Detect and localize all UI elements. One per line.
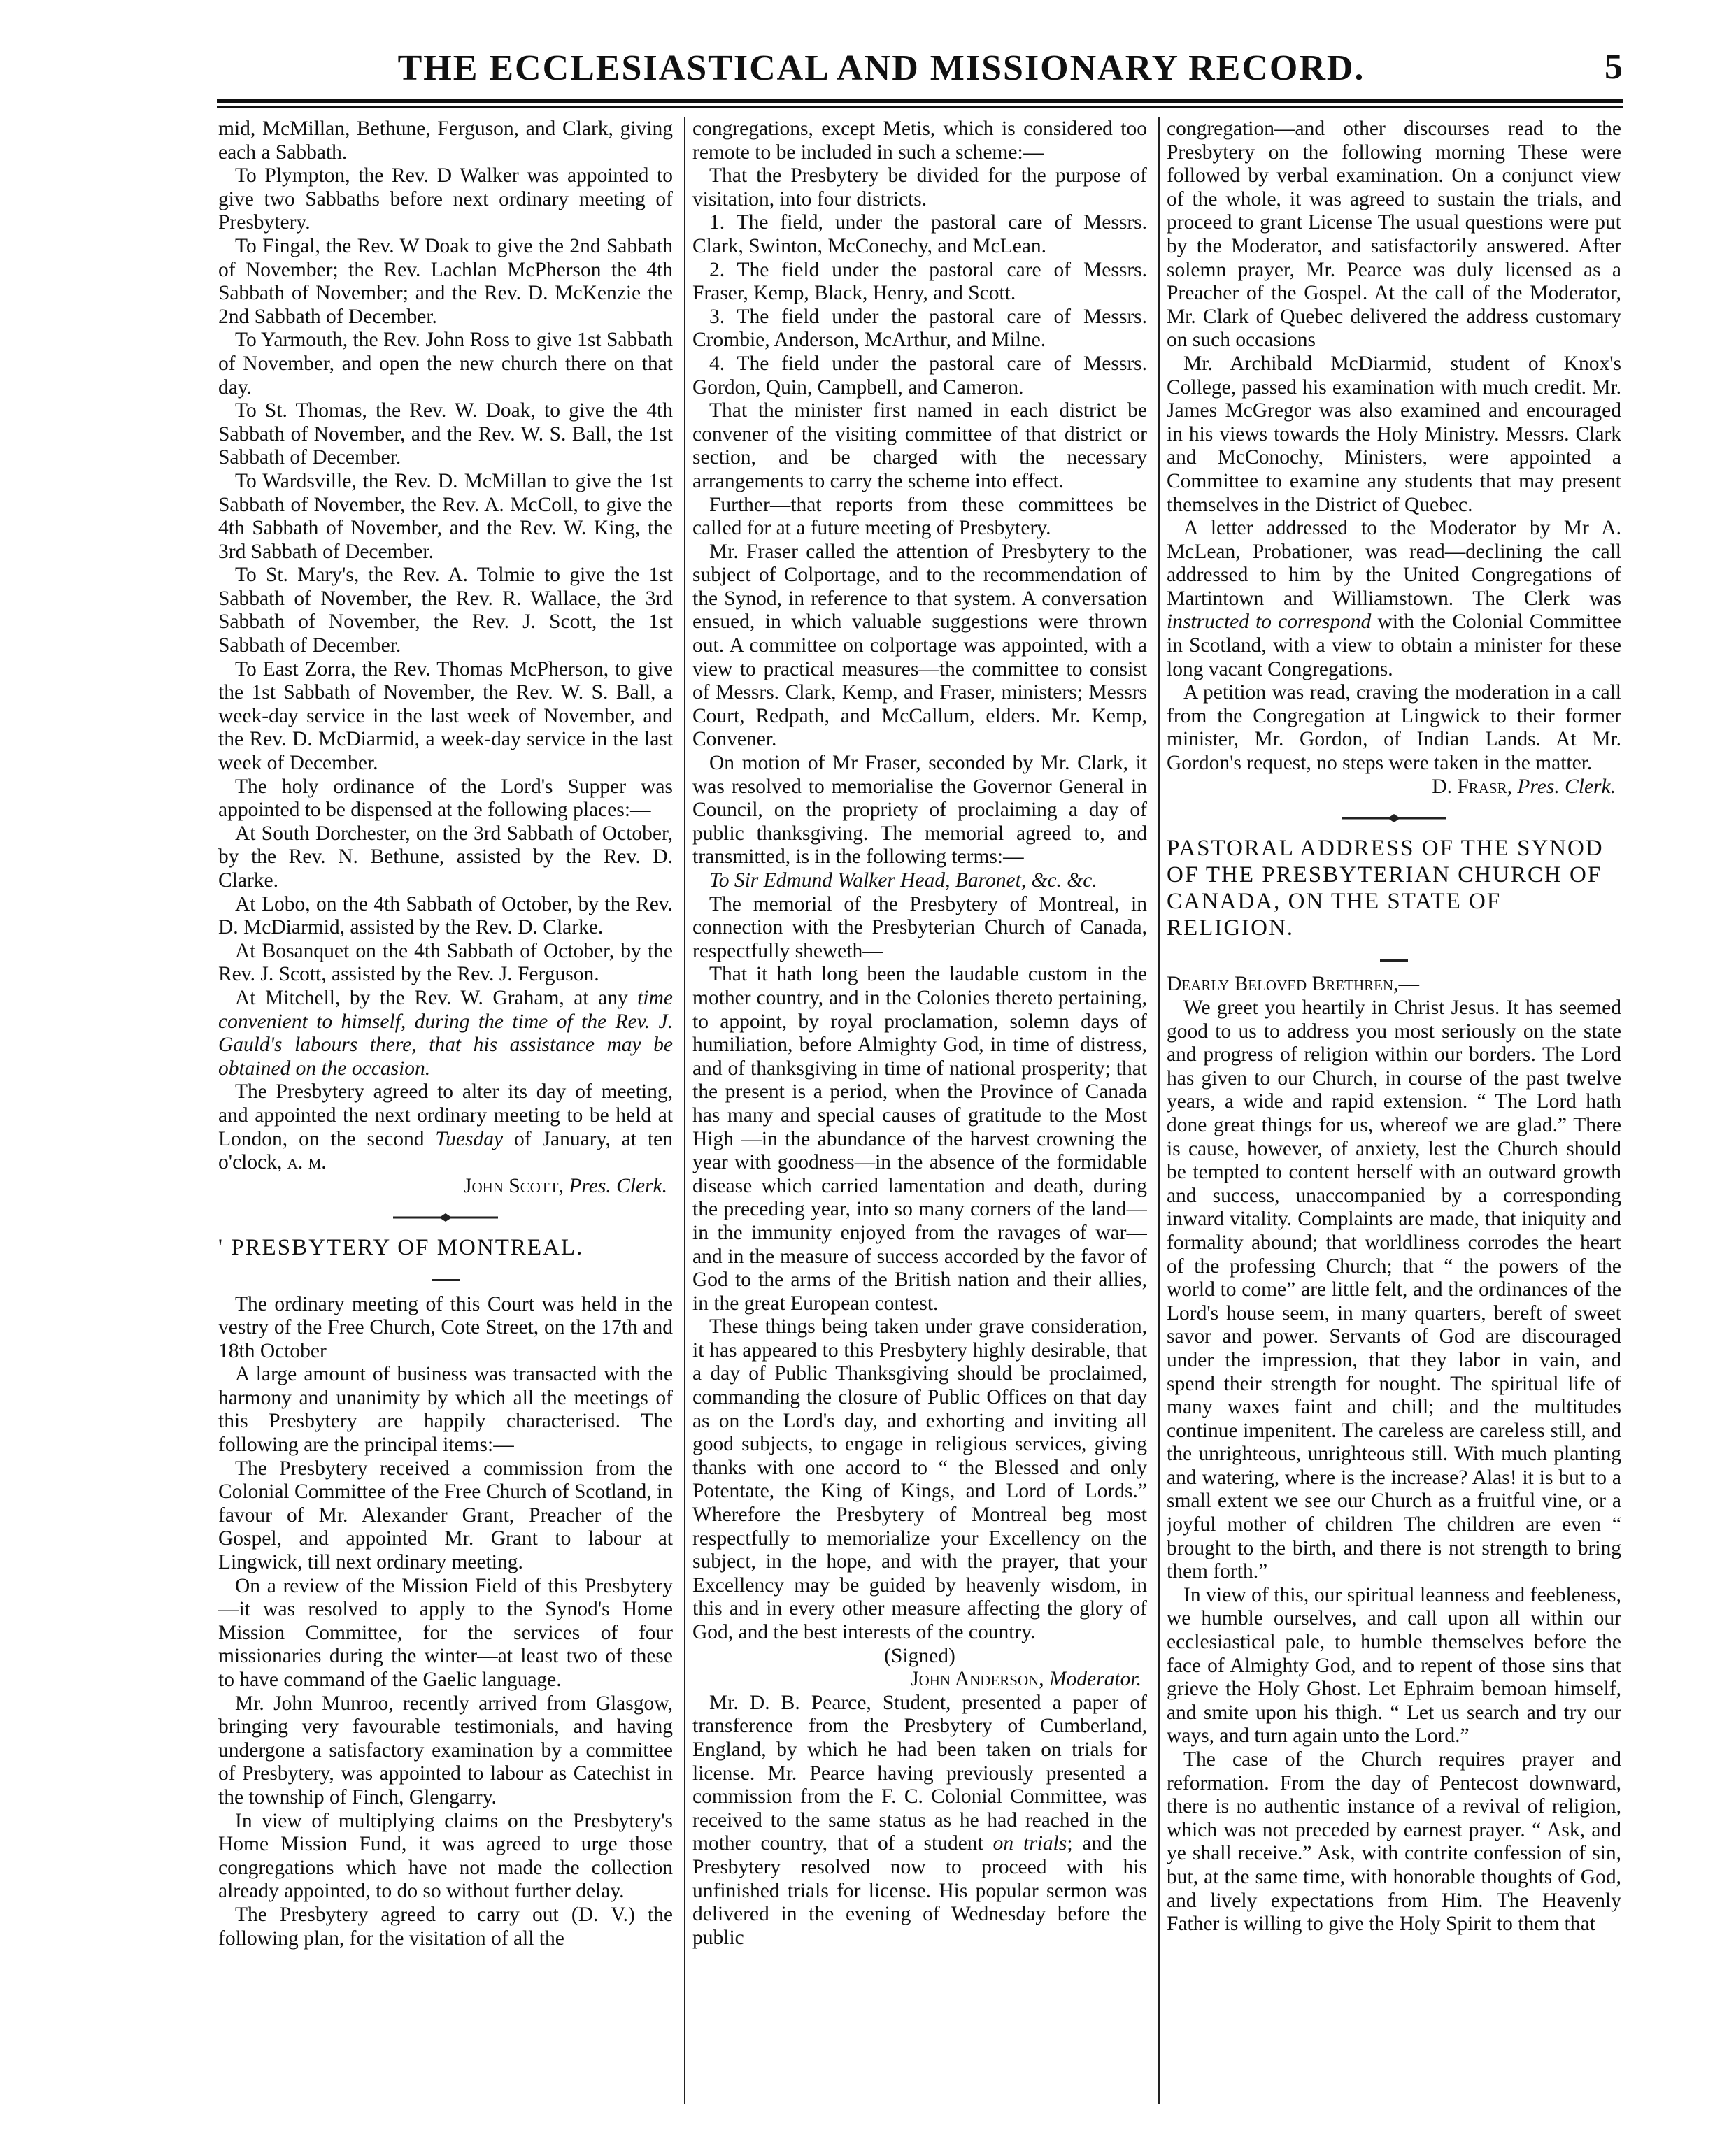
signature-title: Moderator. [1049,1668,1141,1691]
paragraph: That the minister first named in each district be convener of the visiting committee of that district or section, and be charged with the necessary arrangements to carry the scheme into effect. [692,399,1147,492]
section-ornament [218,1205,673,1229]
text-run: Mr. D. B. Pearce, Student, presented a paper of transference from the Presbytery of Cumberland, England, by which he had been taken on trials for license. Mr. Pearce having previously presented a commission from the F. C. Colonial Committee, was received to the same status as he had reached in the mother country, that of a student [692,1691,1147,1855]
header-rule-thick [217,99,1623,103]
ornament-rule-icon [393,1213,498,1222]
small-caps-run: a. m. [287,1151,327,1174]
heading-dash [1167,944,1621,968]
paragraph: 3. The field under the pastoral care of Messrs. Crombie, Anderson, McArthur, and Milne. [692,305,1147,352]
paragraph: congregations, except Metis, which is considered too remote to be included in such a scheme:— [692,117,1147,164]
signature [1167,776,1621,799]
paragraph: 4. The field under the pastoral care of Messrs. Gordon, Quin, Campbell, and Cameron. [692,352,1147,399]
paragraph: The Presbytery agreed to carry out (D. V.) the following plan, for the visitation of all the [218,1903,673,1950]
paragraph: Mr. Archibald McDiarmid, student of Knox's College, passed his examination with much credit. Mr. James McGregor was also examined and encouraged in his views towards the Holy Ministry. Messrs. Clark and McConochy, Ministers, were appointed a Committee to examine any students that may present themselves in the District of Quebec. [1167,352,1621,516]
paragraph [218,1080,673,1174]
italic-run: Tuesday [435,1127,504,1150]
section-heading: PASTORAL ADDRESS OF THE SYNOD OF THE PRESBYTERIAN CHURCH OF CANADA, ON THE STATE OF RELIGION. [1167,835,1604,941]
paragraph: mid, McMillan, Bethune, Ferguson, and Clark, giving each a Sabbath. [218,117,673,164]
paragraph: The Presbytery received a commission from the Colonial Committee of the Free Church of Scotland, in favour of Mr. Alexander Grant, Preacher of the Gospel, and appointed Mr. Grant to labour at Lingwick, till next ordinary meeting. [218,1457,673,1574]
signature-name: D. Frasr, [1432,775,1518,798]
paragraph: To St. Mary's, the Rev. A. Tolmie to give the 1st Sabbath of November, the Rev. R. Wallace, the 3rd Sabbath of November, the Rev. J. Scott, the 1st Sabbath of December. [218,564,673,657]
paragraph: The ordinary meeting of this Court was held in the vestry of the Free Church, Cote Street, on the 17th and 18th October [218,1292,673,1362]
column-3 [1167,117,1621,2118]
paragraph: The memorial of the Presbytery of Montreal, in connection with the Presbyterian Church of Canada, respectfully sheweth— [692,892,1147,962]
paragraph: The holy ordinance of the Lord's Supper was appointed to be dispensed at the following places:— [218,775,673,822]
italic-run: time convenient to himself, during the time of the Rev. J. Gauld's labours there, that his assistance may be obtained on the occasion. [218,986,673,1080]
paragraph: These things being taken under grave consideration, it has appeared to this Presbytery highly desirable, that a day of Public Thanksgiving should be proclaimed, commanding the closure of Public Offices on that day as on the Lord's day, and exhorting and inviting all good subjects, to engage in religious services, giving thanks with one accord to “ the Blessed and only Potentate, the King of Kings, and Lord of Lords.” Wherefore the Presbytery of Montreal beg most respectfully to memorialize your Excellency on the subject, in the hope, and with the prayer, that your Excellency may be guided by heavenly wisdom, in this and in every other measure affecting the glory of God, and the best interests of the country. [692,1315,1147,1643]
paragraph [218,987,673,1080]
paragraph: On a review of the Mission Field of this Presbytery—it was resolved to apply to the Synod's Home Mission Committee, for the services of four missionaries during the winter—at least two of these to have command of the Gaelic language. [218,1574,673,1691]
paragraph: A petition was read, craving the moderation in a call from the Congregation at Lingwick to their former minister, Mr. Gordon, of Indian Lands. At Mr. Gordon's request, no steps were taken in the matter. [1167,681,1621,775]
paragraph: That it hath long been the laudable custom in the mother country, and in the Colonies thereto pertaining, to appoint, by royal proclamation, solemn days of humiliation, before Almighty God, in time of distress, and of thanksgiving in time of national prosperity; that the present is a period, when the Province of Canada has many and special causes of gratitude to the Most High —in the abundance of the harvest crowning the year with goodness—in the absence of the formidable disease which carried lamentation and death, during the preceding year, into so many corners of the land—in the immunity enjoyed from the ravages of war—and in the measure of success accorded by the favor of God to the arms of the British nation and their allies, in the great European contest. [692,963,1147,1315]
text-run: At Mitchell, by the Rev. W. Graham, at any [235,986,628,1009]
text-run: with the Colonial Committee in Scotland, with a view to obtain a minister for these long vacant Congregations. [1167,610,1621,680]
header-rule-thin [217,106,1623,108]
signature [218,1175,673,1199]
paragraph: To Plympton, the Rev. D Walker was appointed to give two Sabbaths before next ordinary meeting of Presbytery. [218,164,673,234]
paragraph: In view of multiplying claims on the Presbytery's Home Mission Fund, it was agreed to urge those congregations which have not made the collection already appointed, to do so without further delay. [218,1809,673,1903]
section-ornament [1167,806,1621,829]
signature [692,1668,1147,1692]
paragraph: On motion of Mr Fraser, seconded by Mr. Clark, it was resolved to memorialise the Governor General in Council, on the propriety of proclaiming a day of public thanksgiving. The memorial agreed to, and transmitted, is in the following terms:— [692,752,1147,869]
ornament-rule-icon [1342,813,1446,823]
paragraph: 2. The field under the pastoral care of Messrs. Fraser, Kemp, Black, Henry, and Scott. [692,258,1147,305]
paragraph: congregation—and other discourses read to the Presbytery on the following morning These were followed by verbal examination. On a conjunct view of the whole, it was agreed to sustain the trials, and proceed to grant License The usual questions were put by the Moderator, and satisfactorily answered. After solemn prayer, Mr. Pearce was duly licensed as a Preacher of the Gospel. At the call of the Moderator, Mr. Clark of Quebec delivered the address customary on such occasions [1167,117,1621,352]
paragraph: Mr. Fraser called the attention of Presbytery to the subject of Colportage, and to the recommendation of the Synod, in reference to that system. A conversation ensued, in which valuable suggestions were thrown out. A committee on colportage was appointed, with a view to practical measures—the committee to consist of Messrs. Clark, Kemp, and Fraser, ministers; Messrs Court, Redpath, and McCallum, elders. Mr. Kemp, Convener. [692,540,1147,751]
paragraph [1167,517,1621,681]
section-heading: ' PRESBYTERY OF MONTREAL. [218,1234,584,1260]
masthead [217,43,1623,92]
text-run: The Presbytery agreed to alter its day of meeting, and appointed the next ordinary meeting to be held at London, on the second [218,1080,673,1150]
page-number: 5 [1605,47,1623,87]
italic-run: instructed to correspond [1167,610,1372,634]
paragraph: To East Zorra, the Rev. Thomas McPherson, to give the 1st Sabbath of November, the Rev. W. S. Ball, a week-day service in the last week of November, and the Rev. D. McDiarmid, a week-day service in the last week of December. [218,657,673,775]
paragraph [692,1692,1147,1950]
salutation: Dearly Beloved Brethren,— [1167,973,1419,996]
signature-title: Pres. Clerk. [1517,775,1616,798]
paragraph: To Wardsville, the Rev. D. McMillan to give the 1st Sabbath of November, the Rev. A. McColl, to give the 4th Sabbath of November, and the Rev. W. King, the 3rd Sabbath of December. [218,469,673,563]
paragraph: To St. Thomas, the Rev. W. Doak, to give the 4th Sabbath of November, and the Rev. W. S. Ball, the 1st Sabbath of December. [218,399,673,469]
paragraph: The case of the Church requires prayer and reformation. From the day of Pentecost downward, there is no authentic instance of a revival of religion, which was not preceded by earnest prayer. “ Ask, and ye shall receive.” Ask, with contrite confession of sin, but, at the same time, with honorable thoughts of God, and lively expectations from Him. The Heavenly Father is willing to give the Holy Spirit to them that [1167,1748,1621,1936]
paragraph: At Lobo, on the 4th Sabbath of October, by the Rev. D. McDiarmid, assisted by the Rev. D. Clarke. [218,892,673,939]
signature-name: John Anderson, [911,1668,1050,1691]
paragraph: Further—that reports from these committees be called for at a future meeting of Presbytery. [692,493,1147,540]
memorial-address: To Sir Edmund Walker Head, Baronet, &c. &c. [709,869,1097,892]
column-divider-1 [684,117,685,2104]
column-1 [218,117,673,2118]
signature-name: John Scott, [464,1174,569,1197]
paragraph: In view of this, our spiritual leanness and feebleness, we humble ourselves, and call upon all within our ecclesiastical pale, to humble themselves before the face of Almighty God, and to repent of those sins that grieve the Holy Ghost. Let Ephraim bemoan himself, and smite upon his thigh. “ Let us search and try our ways, and turn again unto the Lord.” [1167,1583,1621,1748]
paragraph: To Yarmouth, the Rev. John Ross to give 1st Sabbath of November, and open the new church there on that day. [218,329,673,399]
text-run: ; and the Presbytery resolved now to proceed with his unfinished trials for license. His popular sermon was delivered in the evening of Wednesday before the public [692,1832,1147,1949]
paragraph: At Bosanquet on the 4th Sabbath of October, by the Rev. J. Scott, assisted by the Rev. J. Ferguson. [218,939,673,986]
paragraph: 1. The field, under the pastoral care of Messrs. Clark, Swinton, McConechy, and McLean. [692,211,1147,257]
text-run: A letter addressed to the Moderator by Mr A. McLean, Probationer, was read—declining the call addressed to him by the United Congregations of Martintown and Williamstown. The Clerk was [1167,517,1621,610]
column-2 [692,117,1147,2118]
column-divider-2 [1158,117,1160,2104]
journal-title: THE ECCLESIASTICAL AND MISSIONARY RECORD. [397,48,1365,88]
paragraph: That the Presbytery be divided for the purpose of visitation, into four districts. [692,164,1147,210]
text-run: of January, at ten o'clock, [218,1127,673,1174]
paragraph: We greet you heartily in Christ Jesus. It has seemed good to us to address you most seriously on the state and progress of religion within our borders. The Lord has given to our Church, in course of the past twelve years, a wide and rapid extension. “ The Lord hath done great things for us, whereof we are glad.” There is cause, however, of anxiety, lest the Church should be tempted to content herself with an outward growth and success, unaccompanied by a corresponding inward vitality. Complaints are made, that iniquity and formality abound; that worldliness corrodes the heart of the professing Church; that “ the powers of the world to come” are little felt, and the ordinances of the Lord's house seem, in many quarters, bereft of sweet savor and power. Servants of God are discouraged under the impression, that they labor in vain, and spend their strength for nought. The spiritual life of many waxes faint and chill; and the multitudes continue impenitent. The careless are careless still, and the unrighteous, unrighteous still. With much planting and watering, where is the increase? Alas! it is but to a small extent we see our Church as a fruitful vine, or a joyful mother of children The children are even “ brought to the birth, and there is not strength to bring them forth.” [1167,997,1621,1583]
signature-title: Pres. Clerk. [569,1174,667,1197]
paragraph: To Fingal, the Rev. W Doak to give the 2nd Sabbath of November; the Rev. Lachlan McPherson the 4th Sabbath of November; and the Rev. D. McKenzie the 2nd Sabbath of December. [218,234,673,328]
paragraph: At South Dorchester, on the 3rd Sabbath of October, by the Rev. N. Bethune, assisted by the Rev. D. Clarke. [218,822,673,892]
heading-dash [218,1264,673,1287]
italic-run: on trials [992,1832,1067,1855]
paragraph: A large amount of business was transacted with the harmony and unanimity by which all the meetings of this Presbytery are happily characterised. The following are the principal items:— [218,1363,673,1457]
signed-label: (Signed) [884,1644,955,1667]
paragraph: Mr. John Munroo, recently arrived from Glasgow, bringing very favourable testimonials, and having undergone a satisfactory examination by a committee of Presbytery, was appointed to labour as Catechist in the township of Finch, Glengarry. [218,1692,673,1808]
